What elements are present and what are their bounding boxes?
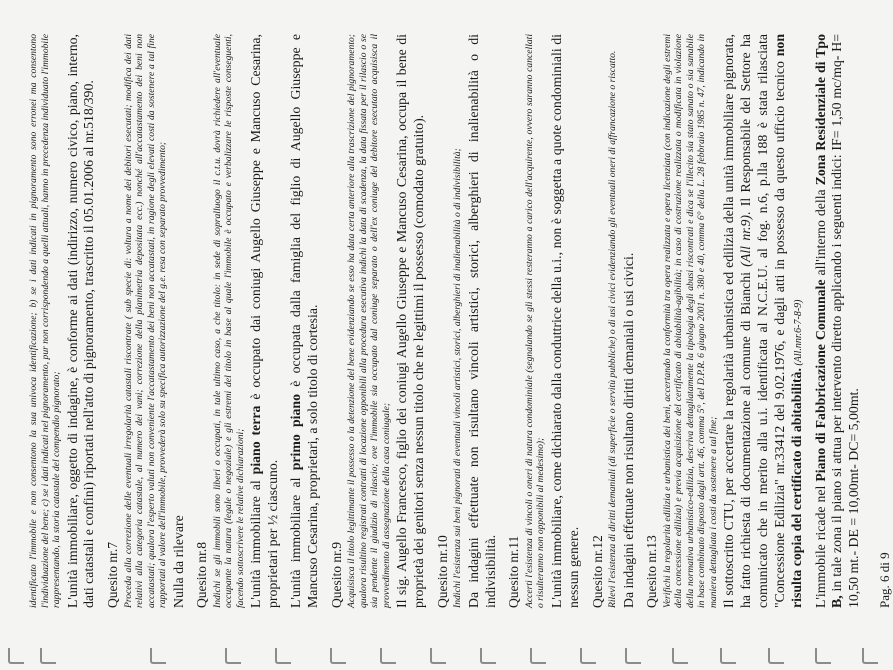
quesito-9-title: Quesito nr.9 [328, 542, 344, 608]
quesito-11-text: Accerti l'esistenza di vincoli o oneri di natura condominiale (segnalando se gli stessi resteranno a carico dell'acquirente, ovvero saranno cancellati o risulteranno non opponibili al medesimo); [523, 34, 547, 608]
quesito-10-answer: Da indagini effettuate non risultano vincoli artistici, storici, alberghieri di inalienabilità o di indivisibilità. [465, 34, 498, 608]
quesito-12 [590, 34, 638, 608]
punch-mark [40, 648, 56, 664]
punch-mark [672, 648, 688, 664]
quesito-13-title: Quesito nr.13 [644, 535, 660, 608]
punch-mark [150, 648, 166, 664]
quesito-13-text: Verifichi la regolarità edilizia e urbanistica dei beni, accertando la conformità tra opera realizzata e opera licenziata (con indicazione degli estremi della concessione edilizia) e previa acquisizione del certificato di abitabilità-agibilità; in caso di costruzione realizzata o modificata in violazione della normativa urbanistico-edilizia, descriva dettagliatamente la tipologia degli abusi riscontrati e dica se l'illecito sia stato sanato o sia sanabile in base combinato disposto dagli artt. 46, comma 5°, del D.P.R. 6 giugno 2001 n. 380 e 40, comma 6° della L. 28 febbraio 1985 n. 47, indicando in maniera dettagliata i costi da sostenere a tal fine; [661, 34, 719, 608]
quesito-8-title: Quesito nr.8 [194, 542, 210, 608]
text-span: L'unità immobiliare al [248, 474, 264, 608]
zoning-text [813, 34, 863, 608]
bold-span: non risulta copia del certificato di abitabilità. [771, 34, 804, 608]
text-span: Il sottoscritto CTU, per accertare la regolarità urbanistica ed edilizia della unità immobiliare pignorata, ha fatto richiesta di documentazione al comune di Bianchi [721, 34, 754, 608]
quesito-12-answer: Da indagini effettuate non risultano diritti demaniali o usi civici. [620, 252, 636, 608]
quesito-10-title: Quesito nr.10 [434, 535, 450, 608]
text-span: all'interno della [812, 185, 828, 280]
document-page [14, 8, 892, 648]
quesito-11 [506, 34, 582, 608]
bold-span: primo piano [288, 394, 304, 471]
punch-mark [8, 648, 24, 664]
punch-mark [580, 648, 596, 664]
quesito-11-title: Quesito nr.11 [506, 535, 522, 608]
punch-mark [625, 648, 641, 664]
quesito-11-answer: L'unità immobiliare, come dichiarato dalla conduttrice della u.i., non è soggetta a quote condominiali di nessun genere. [548, 34, 581, 608]
punch-mark [530, 648, 546, 664]
quesito-13-answer [721, 34, 805, 608]
text-span: . Il Responsabile del Settore ha comunicato che in merito alla u.i. identificata al N.C.E.U. al fog. n.6, p.lla 188 è stata rilasciata "Concessione Edilizia" nr.33412 del 9.02.1976, e dagli atti in possesso da questo ufficio tecnico [738, 34, 787, 608]
zoning-paragraph [813, 34, 863, 608]
quesito-8-answer-ground-floor [248, 34, 282, 608]
quesito-10-text: Indichi l'esistenza sui beni pignorati di eventuali vincoli artistici, storici, alberghieri di inalienabilità o di indivisibilità; [452, 148, 464, 608]
intro-section [28, 34, 98, 608]
text-span: L'unità immobiliare al [288, 470, 304, 608]
punch-mark [380, 648, 396, 664]
quesito-12-title: Quesito nr.12 [589, 535, 605, 608]
hole-punch-marks [0, 640, 893, 670]
punch-mark [430, 648, 446, 664]
quesito-9 [329, 34, 428, 608]
quesito-9-text: Acquisisca il titolo legittimante il possesso o la detenzione del bene evidenziando se esso ha data certa anteriore alla trascrizione del pignoramento; qualora risultino registrati contratti di locazione opponibili alla procedura esecutiva indichi la data di scadenza, la data fissata per il rilascio o se sia pendente il giudizio di rilascio; ove l'immobile sia occupato dal coniuge separato o dell'ex coniuge del debitore esecutato acquisisca il provvedimento di assegnazione della casa coniugale; [346, 34, 392, 608]
quesito-9-answer: Il sig. Augello Francesco, figlio dei coniugi Augello Giuseppe e Mancuso Cesarina, occupa il bene di proprietà dei genitori senza nessun titolo che ne legittimi il possesso (comodato gratuito). [394, 34, 427, 608]
quesito-8-text: Indichi se gli immobili sono liberi o occupati, in tale ultimo caso, a che titolo: in sede di sopralluogo il c.t.u. dovrà richiedere all'eventuale occupante la natura (legale o negoziale) e gli estremi del titolo in base al quale l'immobile è occupato e verbalizzare le risposte conseguenti, facendo sottoscrivere le relative dichiarazioni; [211, 34, 246, 608]
quesito-7 [105, 34, 187, 608]
punch-mark [225, 648, 241, 664]
intro-quesito-text: identificato l'immobile e non consentono la sua univoca identificazione; b) se i dati indicati in pignoramento sono erronei ma consentono l'individuazione del bene; c) se i dati indicati nel pignoramento, pur non corrispondendo a quelli attuali, hanno in precedenza individuato l'immobile rappresentando, la storia catastale del compendio pignorato; [28, 34, 62, 608]
bold-span: Zona Residenziale di Tpo B, [812, 34, 845, 608]
quesito-8-answer-first-floor [288, 34, 322, 608]
quesito-7-text: Proceda alla correzione delle eventuali irregolarità catastali riscontrate ( sub specie di: voltura a nome dei debitori esecutati; modifica dei dati relativi alla categoria catastale, al numero dei vani; correzione della planimetria depositata ecc.) nonché all'accatastamento dei beni non accatastati; qualora l'esperto valuti non conveniente l'accatastamento dei beni non accatastati, in ragione degli elevati costi da sostenere a tal fine rapportati al valore dell'immobile, provvederà solo su specifica autorizzazione del g.e. resa con separato provvedimento; [122, 34, 169, 608]
quesito-10 [435, 34, 500, 608]
quesito-7-title: Quesito nr.7 [105, 542, 121, 608]
bold-span: piano terra [248, 405, 264, 475]
punch-mark [275, 648, 291, 664]
italic-ref: (All nr.9) [738, 215, 754, 267]
punch-mark [480, 648, 496, 664]
text-span: è occupato dai coniugi Augello Giuseppe e Mancuso Cesarina, proprietari per ½ ciascuno. [248, 34, 281, 608]
bold-span: Piano di Fabbricazione Comunale [812, 279, 828, 482]
text-span: L'immobile ricade nel [812, 481, 828, 608]
text-span: in tale zona il piano si attua per intervento diretto applicando i seguenti indici: IF= 1,50 mc/mq- H= 10,50 mt.- DE = 10,00mt- DC= 5,00mt. [829, 34, 862, 608]
page-number: Pag. 6 di 9 [877, 552, 892, 608]
quesito-13 [644, 34, 805, 608]
punch-mark [720, 648, 736, 664]
punch-mark [862, 648, 878, 664]
quesito-12-text: Rilevi l'esistenza di diritti demaniali (di superficie o servitù pubbliche) o di usi civici evidenziando gli eventuali oneri di affrancazione o riscatto. [607, 50, 619, 608]
text-span: è occupata dalla famiglia del figlio di Augello Giuseppe e Mancuso Cesarina, proprietari, a solo titolo di cortesia. [288, 34, 320, 608]
quesito-8 [194, 34, 321, 608]
punch-mark [330, 648, 346, 664]
punch-mark [815, 648, 831, 664]
intro-answer: L'unità immobiliare, oggetto di indagine, è conforme ai dati (indirizzo, numero civico, piano, interno, dati catastali e confini) riportati nell'atto di pignoramento, trascritto il 05.01.2006 al nr.518/390. [64, 34, 97, 608]
punch-mark [768, 648, 784, 664]
italic-ref: (All.nnr.6-7-8-9) [792, 299, 804, 369]
quesito-7-answer: Nulla da rilevare [170, 515, 186, 608]
